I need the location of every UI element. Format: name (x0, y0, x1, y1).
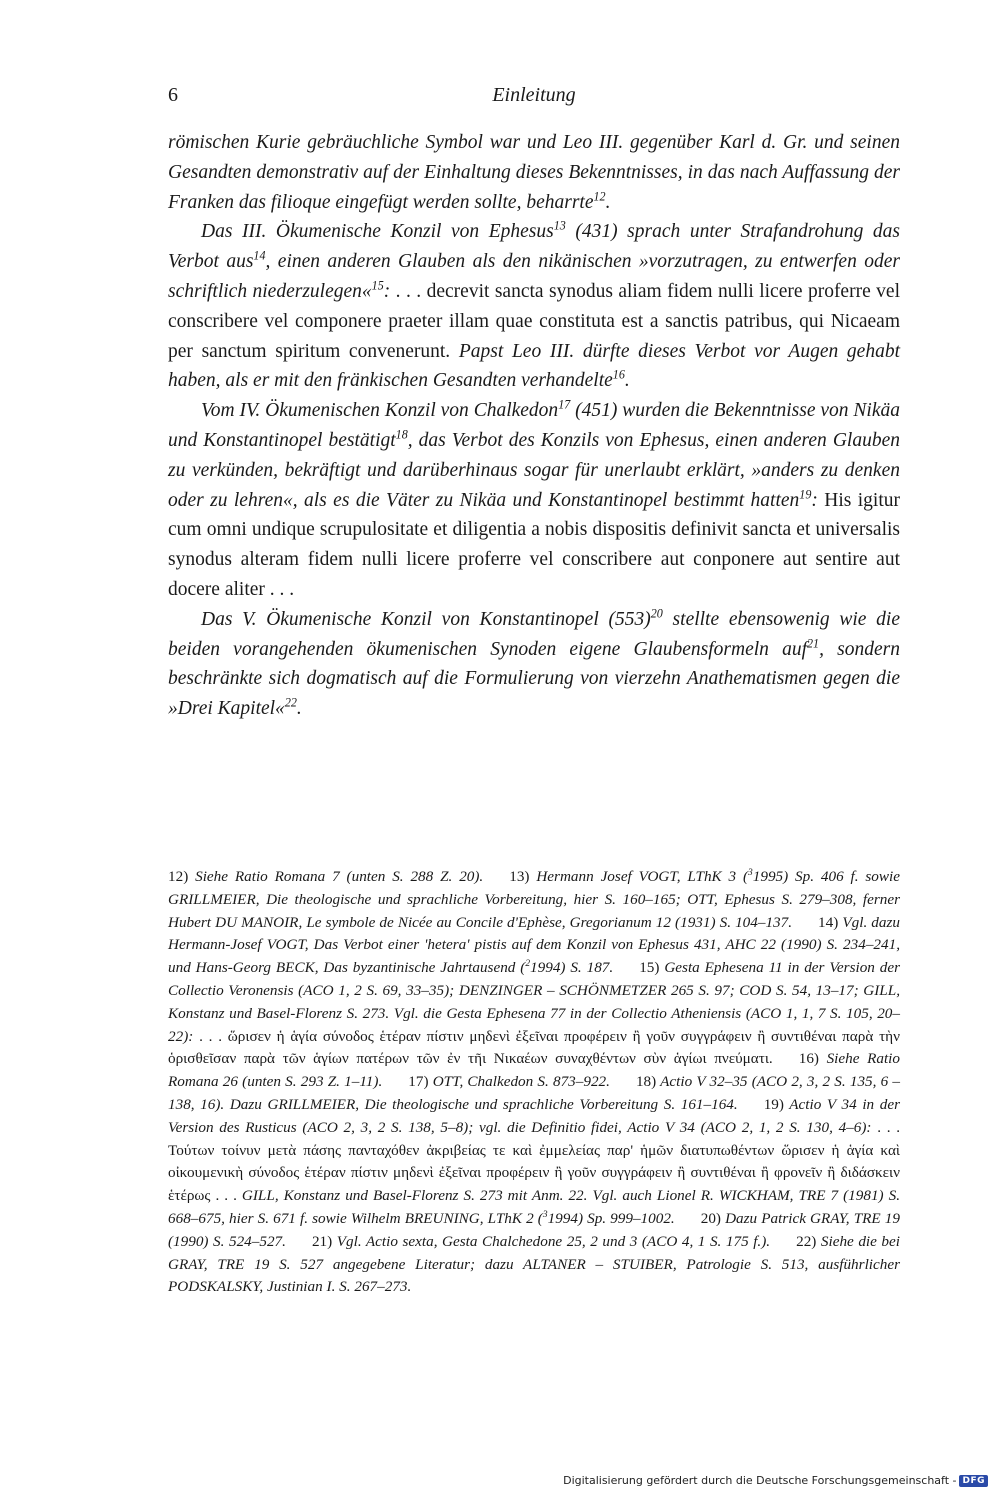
text-run: . (296, 698, 302, 720)
footnote-number: 18) (635, 1073, 657, 1091)
text-run: : (811, 489, 818, 511)
footnote-text: Actio V 34 in der Version des Rusticus (ACO 2, 3, 2 S. 138, 5–8); vgl. die Definitio fidei, Actio V 34 (ACO 2, 1, 2 S. 130, 4–6): (168, 1095, 900, 1136)
footnote (168, 1096, 900, 1227)
footnote-reference: 14 (253, 248, 266, 263)
greek-quotation: . . . Τούτων τοίνυν μετὰ πάσης πανταχόθεν ἀκριβείας τε καὶ ἐμμελείας παρ' ἡμῶν διατυπωθέντων ὥρισεν ἡ ἁγία καὶ οἰκουμενικὴ σύνοδος ἑτέραν πίστιν μηδενὶ ἐξεῖναι προφέρειν ἢ γοῦν συγγράφειν ἢ συντιθέναι ἢ φρονεῖν ἢ διδάσκειν ἑτέρως . . . (168, 1118, 901, 1205)
footnote-text: Dazu Patrick GRAY, TRE 19 (1990) S. 524–527. (168, 1209, 900, 1250)
footnote (408, 1073, 610, 1090)
running-title: Einleitung (492, 84, 576, 106)
footnote-number: 12) (168, 868, 189, 885)
footnote-text: 1995) Sp. 406 f. sowie GRILLMEIER, Die theologische und sprachliche Vorbereitung, hier S. 160–165; OTT, Ephesus S. 279–308, ferner Hubert DU MANOIR, Le symbole de Nicée au Concile d'Ephèse, Gregorianum 12 (1931) S. 104–137. (168, 868, 900, 931)
footnote-number: 21) (311, 1232, 333, 1250)
text-run: : (383, 280, 391, 302)
footnote-number: 16) (798, 1050, 819, 1068)
footnote-text: Hermann Josef VOGT, LThK 3 ( (529, 868, 749, 885)
footnote-text: Vgl. Actio sexta, Gesta Chalchedone 25, 2 und 3 (ACO 4, 1 S. 175 f.). (332, 1232, 771, 1250)
footnote-reference: 12 (593, 189, 606, 204)
footnote-reference: 16 (612, 367, 625, 382)
footnote-reference: 22 (284, 695, 297, 710)
footnote-reference: 19 (799, 487, 812, 502)
credit-text: Digitalisierung gefördert durch die Deutsche Forschungsgemeinschaft - (563, 1474, 957, 1487)
dfg-logo-icon: DFG (959, 1475, 988, 1487)
text-run: . . . decrevit sancta synodus aliam fidem nulli licere proferre vel conscribere vel componere praeter illam quae constituta est a sanctis patribus, qui Nicaeam per sanctum spiritum convenerunt. (168, 280, 900, 362)
body-text (168, 128, 900, 724)
paragraph (168, 605, 900, 724)
footnote-block (168, 866, 900, 1299)
footnote-text: Gesta Ephesena 11 in der Version der Collectio Veronensis (ACO 1, 2 S. 69, 33–35); DENZINGER – SCHÖNMETZER 265 S. 97; COD S. 54, 13–17; GILL, Konstanz und Basel-Florenz S. 273. Vgl. die Gesta Ephesena 77 in der Collectio Atheniensis (ACO 1, 1, 7 S. 105, 20–22): (168, 959, 901, 1045)
footnote-number: 22) (796, 1232, 817, 1250)
footnote-number: 15) (639, 959, 660, 977)
edition-superscript: 3 (542, 1210, 548, 1221)
footnote-number: 13) (509, 868, 530, 885)
paragraph (168, 128, 900, 217)
text-run: , das Verbot des Konzils von Ephesus, einen anderen Glauben zu verkünden, bekräftigt und darüberhinaus sogar für unerlaubt erklärt, »anders zu denken oder zu lehren«, als es die Väter zu Nikäa und Konstantinopel bestimmt hatten (168, 429, 900, 511)
text-run: Vom IV. Ökumenischen Konzil von Chalkedon (201, 400, 559, 422)
footnote-text: 1994) Sp. 999–1002. (547, 1209, 675, 1227)
text-run: stellte ebensowenig wie die beiden vorangehenden ökumenischen Synoden eigene Glaubensformeln auf (168, 608, 901, 660)
text-run: Das III. Ökumenische Konzil von Ephesus (201, 221, 554, 243)
edition-superscript: 3 (748, 868, 753, 879)
footnote-text: Siehe Ratio Romana 26 (unten S. 293 Z. 1–11). (168, 1050, 900, 1091)
text-run: (431) sprach unter Strafandrohung das Verbot aus (168, 221, 900, 273)
text-run: . (624, 370, 630, 392)
footnote-text: OTT, Chalkedon S. 873–922. (428, 1073, 610, 1091)
footnotes (168, 866, 900, 1299)
footnote-text: GILL, Konstanz und Basel-Florenz S. 273 mit Anm. 22. Vgl. auch Lionel R. WICKHAM, TRE 7 (1981) S. 668–675, hier S. 671 f. sowie Wilhelm BREUNING, LThK 2 ( (168, 1187, 901, 1227)
text-run: Das V. Ökumenische Konzil von Konstantinopel (553) (201, 608, 651, 630)
footnote-text: Actio V 32–35 (ACO 2, 3, 2 S. 135, 6 – 138, 16). Dazu GRILLMEIER, Die theologische und sprachliche Vorbereitung S. 161–164. (168, 1073, 900, 1113)
footnote-reference: 18 (395, 427, 408, 442)
footnote-reference: 15 (371, 278, 384, 293)
footnote-number: 20) (700, 1209, 721, 1227)
footnote-number: 17) (408, 1073, 429, 1091)
text-run: Papst Leo III. dürfte dieses Verbot vor Augen gehabt haben, als er mit den fränkischen Gesandten verhandelte (168, 340, 900, 392)
paragraph (168, 217, 900, 396)
running-head (168, 84, 900, 114)
footnote-text: Siehe die bei GRAY, TRE 19 S. 527 angegebene Literatur; dazu ALTANER – STUIBER, Patrologie S. 513, ausführlicher PODSKALSKY, Justinian I. S. 267–273. (168, 1232, 900, 1296)
text-run: His igitur cum omni undique scrupulositate et diligentia a nobis dispositis definivit sancta et universalis synodus alteram fidem nulli licere proferre vel conscribere aut conponere aut sentire aut docere aliter . . . (168, 489, 901, 600)
footnote-reference: 21 (807, 636, 820, 651)
footnote-text: 1994) S. 187. (530, 959, 614, 977)
text-run: . (605, 191, 611, 213)
footnote (312, 1233, 770, 1250)
greek-quotation: . . . ὥρισεν ἡ ἁγία σύνοδος ἑτέραν πίστιν μηδενὶ ἐξεῖναι προφέρειν ἢ γοῦν συγγράφειν ἢ συντιθέναι παρὰ τὴν ὁρισθεῖσαν παρὰ τῶν ἁγίων πατέρων τῶν ἐν τῆι Νικαέων συναχθέντων σὺν ἁγίωι πνεύματι. (168, 1027, 900, 1068)
footnote-reference: 17 (558, 397, 571, 412)
footnote-reference: 13 (553, 218, 566, 233)
text-run: (451) wurden die Bekenntnisse von Nikäa und Konstantinopel bestätigt (168, 400, 900, 451)
footnote-number: 14) (818, 913, 839, 931)
footnote (168, 868, 483, 885)
text-run: , einen anderen Glauben als den nikänischen »vorzutragen, zu entwerfen oder schriftlich niederzulegen« (168, 251, 900, 302)
text-run: römischen Kurie gebräuchliche Symbol war und Leo III. gegenüber Karl d. Gr. und seinen Gesandten demonstrativ auf der Einhaltung dieses Bekenntnisses, in das nach Auffassung der Franken das filioque eingefügt werden sollte, beharrte (168, 132, 900, 213)
paragraph (168, 396, 900, 605)
footnote-text: Vgl. dazu Hermann-Josef VOGT, Das Verbot einer 'hetera' pistis auf dem Konzil von Ephesus 431, AHC 22 (1990) S. 234–241, und Hans-Georg BECK, Das byzantinische Jahrtausend ( (168, 913, 900, 977)
page-number: 6 (168, 84, 178, 106)
text-run: , sondern beschränkte sich dogmatisch auf die Formulierung von vierzehn Anathematismen gegen die »Drei Kapitel« (168, 638, 900, 720)
footnote-reference: 20 (650, 606, 663, 621)
footnote-number: 19) (763, 1095, 784, 1113)
footnote-text: Siehe Ratio Romana 7 (unten S. 288 Z. 20). (188, 868, 484, 885)
edition-superscript: 2 (525, 959, 531, 970)
digitization-credit (563, 1474, 988, 1487)
